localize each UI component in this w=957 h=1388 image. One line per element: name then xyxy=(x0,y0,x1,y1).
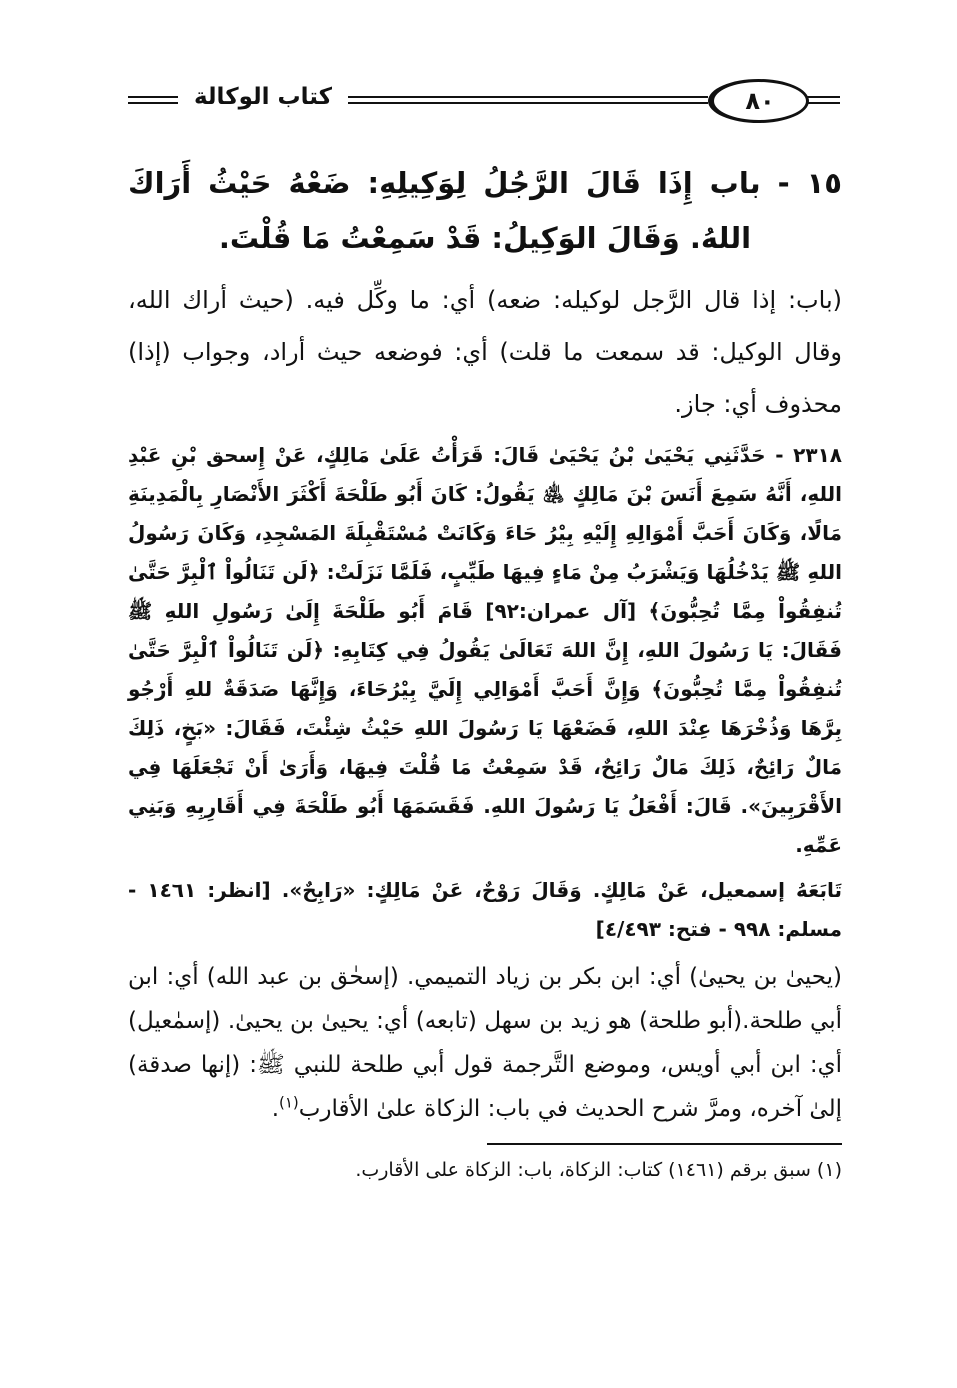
footnote-separator xyxy=(487,1143,842,1145)
commentary-2-end: . xyxy=(271,1096,279,1122)
footnote: (١) سبق برقم (١٤٦١) كتاب: الزكاة، باب: الزكاة على الأقارب. xyxy=(355,1159,842,1181)
page-body xyxy=(128,156,842,1185)
commentary-2-text: (يحيىٰ بن يحيىٰ) أي: ابن بكر بن زياد التميمي. (إسحٰق بن عبد الله) أي: ابن أبي طلحة.(أبو طلحة) هو زيد بن سهل (تابعه) أي: يحيىٰ بن يحيىٰ. (إسمٰعيل) أي: ابن أبي أويس، وموضع التَّرجمة قول أبي طلحة للنبي ﷺ: (إنها صدقة) إلىٰ آخره، ومرَّ شرح الحديث في باب: الزكاة علىٰ الأقارب xyxy=(128,964,842,1122)
commentary-1: (باب: إذا قال الرَّجل لوكيله: ضعه) أي: ما وكِّل فيه. (حيث أراك الله، وقال الوكيل: قد سمعت ما قلت) أي: فوضعه حيث أراد، وجواب (إذا) محذوف أي: جاز. xyxy=(128,286,842,418)
takhrij-text: تَابَعَهُ إسمعيل، عَنْ مَالِكٍ. وَقَالَ رَوْحٌ، عَنْ مَالِكٍ: «رَابِحٌ». [انظر: ١٤٦١ - مسلم: ٩٩٨ - فتح: ٤/٤٩٣] xyxy=(128,878,842,941)
header-rule-left xyxy=(128,96,178,104)
running-title: كتاب الوكالة xyxy=(193,84,333,110)
page-number: ٨٠ xyxy=(708,79,809,123)
hadith-text: ٢٣١٨ - حَدَّثَنِي يَحْيَىٰ بْنُ يَحْيَىٰ قَالَ: قَرَأْتُ عَلَىٰ مَالِكٍ، عَنْ إِسحق بْنِ عَبْدِ اللهِ، أَنَّهُ سَمِعَ أَنَسَ بْنَ مَالِكٍ ﵁ يَقُولُ: كَانَ أَبُو طَلْحَةَ أَكْثَرَ الأَنْصَارِ بِالْمَدِينَةِ مَالًا، وَكَانَ أَحَبَّ أَمْوَالِهِ إِلَيْهِ بِيْرُ حَاءَ وَكَانَتْ مُسْتَقْبِلَةَ المَسْجِدِ، وَكَانَ رَسُولُ اللهِ ﷺ يَدْخُلُهَا وَيَشْرَبُ مِنْ مَاءٍ فِيهَا طَيِّبٍ، فَلَمَّا نَزَلَتْ: ﴿لَن تَنَالُواْ ٱلْبِرَّ حَتَّىٰ تُنفِقُواْ مِمَّا تُحِبُّونَ﴾ [آل عمران:٩٢] قَامَ أَبُو طَلْحَةَ إِلَىٰ رَسُولِ اللهِ ﷺ فَقَالَ: يَا رَسُولَ اللهِ، إِنَّ اللهَ تَعَالَىٰ يَقُولُ فِي كِتَابِهِ: ﴿لَن تَنَالُواْ ٱلْبِرَّ حَتَّىٰ تُنفِقُواْ مِمَّا تُحِبُّونَ﴾ وَإِنَّ أَحَبَّ أَمْوَالِي إِلَيَّ بِيْرُحَاءَ، وَإِنَّهَا صَدَقَةٌ للهِ أَرْجُو بِرَّهَا وَذُخْرَهَا عِنْدَ اللهِ، فَضَعْهَا يَا رَسُولَ اللهِ حَيْثُ شِئْتَ، فَقَالَ: «بَخٍ، ذَلِكَ مَالٌ رَائِحٌ، ذَلِكَ مَالٌ رَائِحٌ، قَدْ سَمِعْتُ مَا قُلْتَ فِيهَا، وَأَرَىٰ أَنْ تَجْعَلَهَا فِي الأَقْرَبِينَ». قَالَ: أَفْعَلُ يَا رَسُولَ اللهِ. فَقَسَمَهَا أَبُو طَلْحَةَ فِي أَقَارِبِهِ وَبَنِي عَمِّهِ. xyxy=(128,443,842,857)
footnote-reference: (١) xyxy=(279,1093,299,1112)
chapter-heading: ١٥ - باب إِذَا قَالَ الرَّجُلُ لِوَكِيلِهِ: ضَعْهُ حَيْثُ أَرَاكَ اللهُ. وَقَالَ الوَكِيلُ: قَدْ سَمِعْتُ مَا قُلْتَ. xyxy=(128,166,842,255)
header-rule-right xyxy=(806,96,840,104)
header-rule-middle xyxy=(348,96,708,104)
commentary-2 xyxy=(128,955,842,1131)
